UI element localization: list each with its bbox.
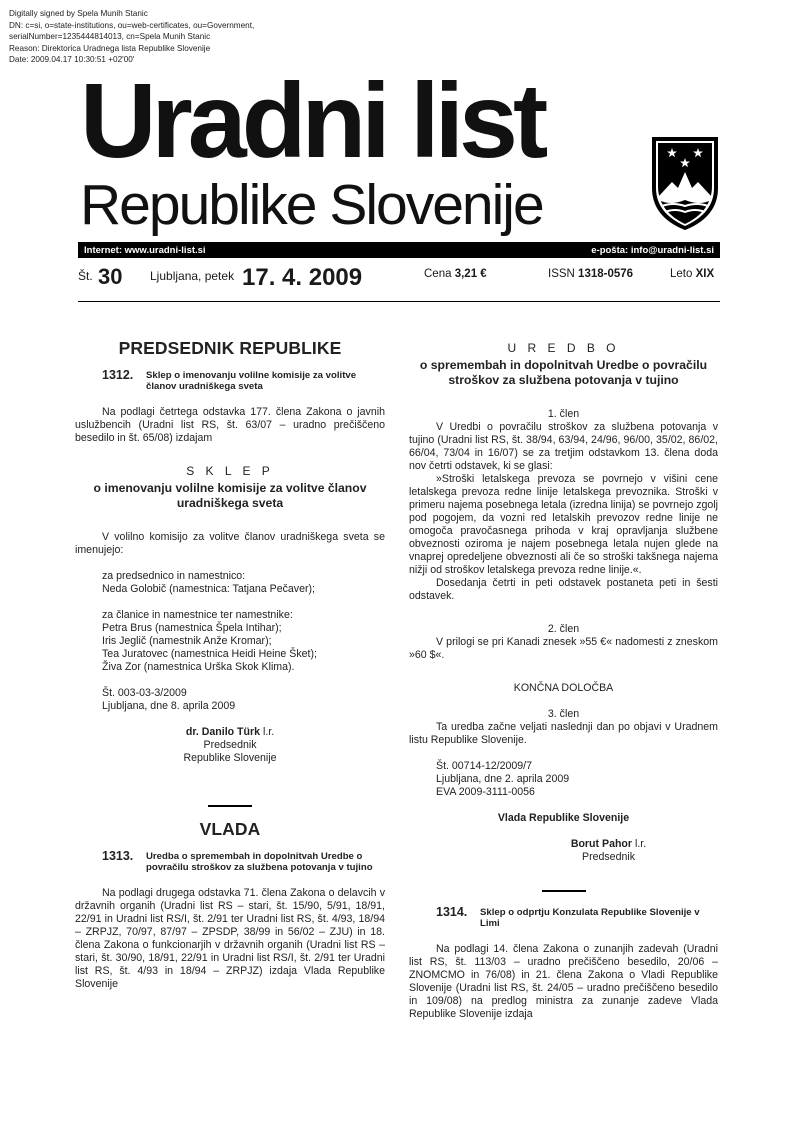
right-column	[409, 338, 718, 1021]
email-label: e-pošta: info@uradni-list.si	[591, 244, 714, 256]
signature-line: Digitally signed by Spela Munih Stanic	[9, 9, 148, 18]
issue-city-day: Ljubljana, petek	[150, 269, 235, 283]
article-heading: 1. člen	[547, 408, 580, 420]
act-title: o spremembah in dopolnitvah Uredbe o povračilu stroškov za službena potovanja v tujino	[419, 358, 708, 387]
reference-block	[409, 760, 718, 799]
issue-info-row	[78, 264, 720, 294]
signer-name: Borut Pahor	[570, 838, 633, 850]
signer-name: dr. Danilo Türk	[185, 726, 261, 738]
price-value: 3,21 €	[454, 268, 487, 280]
paragraph: Na podlagi 14. člena Zakona o zunanjih zadevah (Uradni list RS, št. 113/03 – uradno prečiščeno besedilo, 20/06 – ZNOMCMO in 76/08) in 21. člena Zakona o Vladi Republike Slovenije (Uradni list RS, št. 24/05 – uradno prečiščeno besedilo in 109/08) na predlog ministra za zunanje zadeve Vlada Republike Slovenije izdaja	[409, 943, 718, 1020]
item-heading	[75, 369, 385, 392]
internet-label: Internet: www.uradni-list.si	[84, 244, 206, 256]
price-label: Cena	[424, 268, 452, 280]
signature-line: Date: 2009.04.17 10:30:51 +02'00'	[9, 55, 135, 64]
list-item: Iris Jeglič (namestnik Anže Kromar);	[102, 635, 272, 647]
list-item: Petra Brus (namestnica Špela Intihar);	[102, 622, 282, 634]
chapter-heading: KONČNA DOLOČBA	[513, 682, 614, 694]
paragraph: Na podlagi četrtega odstavka 177. člena Zakona o javnih uslužbencih (Uradni list RS, št. 63/07 – uradno prečiščeno besedilo in št. 65/08) izdajam	[75, 406, 385, 444]
list-item: Neda Golobič (namestnica: Tatjana Pečaver);	[102, 583, 315, 595]
list-item: Živa Zor (namestnica Urška Skok Klima).	[102, 661, 295, 673]
masthead-title: Uradni list	[80, 62, 544, 180]
issue-date: 17. 4. 2009	[242, 264, 363, 291]
issn-label: ISSN	[548, 268, 575, 280]
act-type: S K L E P	[186, 464, 274, 478]
appointment-list	[75, 570, 385, 713]
signer-lr: l.r.	[260, 726, 275, 738]
issn-value: 1318-0576	[578, 268, 634, 280]
article-heading: 3. člen	[547, 708, 580, 720]
issue-year	[670, 268, 714, 280]
signature-line: serialNumber=1235444814013, cn=Spela Munih Stanic	[9, 32, 211, 41]
item-number: 1313.	[102, 849, 134, 863]
signature-line: Reason: Direktorica Uradnega lista Republike Slovenije	[9, 43, 211, 53]
left-column	[75, 338, 385, 991]
item-number: 1312.	[102, 368, 134, 382]
issuer: Vlada Republike Slovenije	[497, 812, 630, 824]
paragraph: V Uredbi o povračilu stroškov za službena potovanja v tujino (Uradni list RS, št. 38/94, 63/94, 24/96, 96/00, 35/02, 86/02, 66/04, 73/04 in 16/07) se za tretjim odstavkom 13. člena doda nov četrti odstavek, ki se glasi:	[409, 421, 718, 472]
item-title: Sklep o imenovanju volilne komisije za volitve članov uradniškega sveta	[146, 370, 357, 392]
leto-label: Leto	[670, 268, 693, 280]
paragraph: V volilno komisijo za volitve članov uradniškega sveta se imenujejo:	[75, 531, 385, 556]
issue-price	[424, 268, 487, 280]
item-title: Sklep o odprtju Konzulata Republike Slovenije v Limi	[480, 907, 700, 929]
coat-of-arms-icon	[650, 136, 720, 231]
reference-date: Ljubljana, dne 8. aprila 2009	[102, 700, 236, 712]
act-title: o imenovanju volilne komisije za volitve članov uradniškega sveta	[93, 481, 367, 510]
signer-role: Republike Slovenije	[183, 752, 277, 764]
masthead-subtitle: Republike Slovenije	[80, 173, 543, 237]
section-title: VLADA	[199, 819, 261, 839]
signature-line: DN: c=si, o=state-institutions, ou=web-certificates, ou=Government,	[9, 20, 255, 30]
reference-number: Št. 003-03-3/2009	[102, 687, 187, 699]
item-heading	[75, 850, 385, 873]
signer-role: Predsednik	[582, 851, 635, 863]
reference-number: Št. 00714-12/2009/7	[436, 760, 533, 772]
paragraph: Dosedanja četrti in peti odstavek postaneta peti in šesti odstavek.	[409, 577, 718, 602]
paragraph: Na podlagi drugega odstavka 71. člena Zakona o delavcih v državnih organih (Uradni list RS – stari, št. 15/90, 5/91, 18/91, 22/91 in Uradni list RS/I, št. 2/91 ter Uradni list RS, št. 4/93, 18/94 – ZRPJZ, 70/97, 87/97 – ZPSDP, 38/99 in 56/02 – ZJU) in 18. člena Zakona o funkcionarjih v državnih organih (Uradni list RS – stari, št. 30/90, 18/91, 22/91 in Uradni list RS/I, št. 2/91 ter Uradni list RS, št. 4/93 in 18/94 – ZRPJZ) izdaja Vlada Republike Slovenije	[75, 887, 385, 990]
signature	[75, 726, 385, 765]
header-divider	[78, 301, 720, 302]
list-heading: za predsednico in namestnico:	[102, 570, 246, 582]
list-heading: za članice in namestnice ter namestnike:	[102, 609, 293, 621]
act-type: U R E D B O	[507, 341, 620, 355]
paragraph: V prilogi se pri Kanadi znesek »55 €« nadomesti z zneskom »60 $«.	[409, 636, 718, 661]
issue-number: 30	[98, 264, 123, 289]
article-heading: 2. člen	[547, 623, 580, 635]
item-title: Uredba o spremembah in dopolnitvah Uredbe o povračilu stroškov za službena potovanja v tujino	[146, 851, 373, 873]
signature	[409, 838, 718, 864]
paragraph: Ta uredba začne veljati naslednji dan po objavi v Uradnem listu Republike Slovenije.	[409, 721, 718, 746]
section-title: PREDSEDNIK REPUBLIKE	[118, 338, 342, 358]
signer-lr: l.r.	[632, 838, 647, 850]
digital-signature-block	[9, 8, 254, 66]
eva-number: EVA 2009-3111-0056	[436, 786, 535, 798]
item-number: 1314.	[436, 905, 468, 919]
signer-role: Predsednik	[203, 739, 257, 751]
item-heading	[409, 906, 718, 929]
leto-value: XIX	[695, 268, 715, 280]
list-item: Tea Juratovec (namestnica Heidi Heine Šket);	[102, 648, 317, 660]
contact-bar	[78, 242, 720, 258]
paragraph: »Stroški letalskega prevoza se povrnejo v višini cene letalskega prevoza redne linije letalskega prevoznika. Stroški v primeru najema posebnega letala (izredna linija) se povrnejo zgolj pod pogojem, da vozni red letalskih prevozov redne linije ne omogoča pravočasnega prihoda v kraj opravljanja službene obveznosti oziroma je najem posebnega letala nujen glede na vnaprej opredeljene obveznosti ali če so stroški takšnega najema nižji od stroškov letalskega prevoza redne linije.«.	[409, 473, 718, 576]
issue-number-label: Št.	[78, 269, 93, 283]
reference-date: Ljubljana, dne 2. aprila 2009	[436, 773, 570, 785]
issue-issn	[548, 268, 633, 280]
